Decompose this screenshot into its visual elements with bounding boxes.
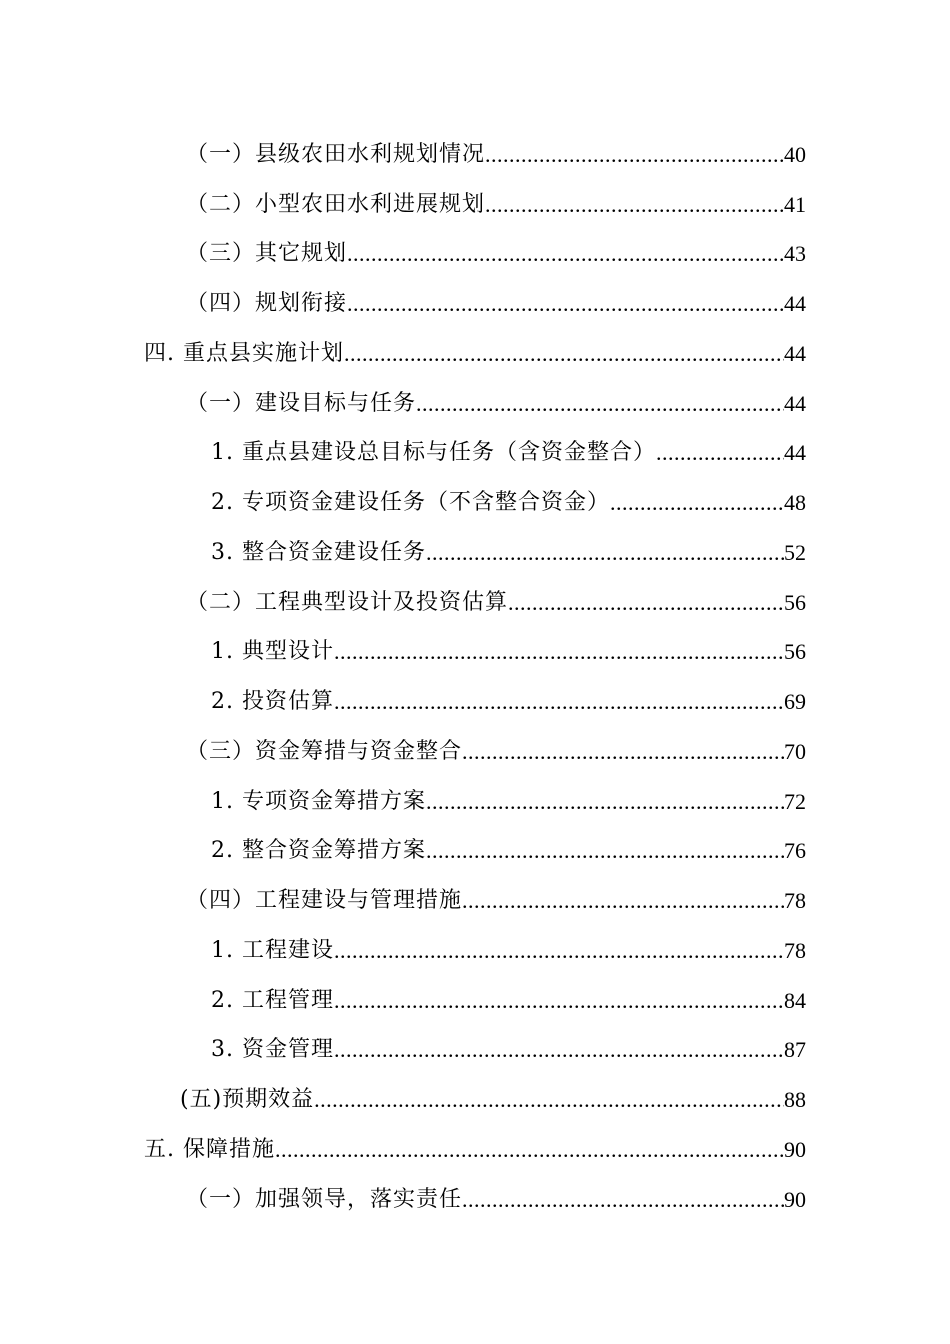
toc-entry-page: 44: [784, 291, 806, 317]
toc-entry-title: 五. 保障措施: [144, 1136, 275, 1162]
toc-entry[interactable]: [0, 180, 950, 230]
toc-entry-title: 3. 资金管理: [211, 1037, 334, 1063]
toc-entry[interactable]: [0, 677, 950, 727]
toc-entry-page: 48: [784, 490, 806, 516]
toc-entry-page: 69: [784, 689, 806, 715]
toc-entry-title: （二）小型农田水利进展规划: [186, 191, 486, 217]
toc-entry-page: 78: [784, 937, 806, 963]
toc-dot-leader: [347, 239, 784, 269]
toc-entry-page: 78: [784, 888, 806, 914]
toc-dot-leader: [426, 836, 784, 866]
toc-dot-leader: [462, 737, 784, 767]
toc-dot-leader: [347, 289, 784, 319]
toc-entry[interactable]: [0, 528, 950, 578]
toc-dot-leader: [426, 787, 784, 817]
toc-entry-page: 76: [784, 838, 806, 864]
toc-entry-page: 72: [784, 788, 806, 814]
toc-entry[interactable]: [0, 478, 950, 528]
toc-dot-leader: [314, 1085, 784, 1115]
toc-entry[interactable]: [0, 1026, 950, 1076]
toc-entry-page: 88: [784, 1087, 806, 1113]
toc-entry-page: 52: [784, 539, 806, 565]
toc-entry[interactable]: [0, 1125, 950, 1175]
toc-entry[interactable]: [0, 926, 950, 976]
toc-entry[interactable]: [0, 1175, 950, 1225]
toc-entry-title: 2. 整合资金筹措方案: [211, 838, 426, 864]
toc-entry-page: 84: [784, 987, 806, 1013]
toc-dot-leader: [462, 886, 784, 916]
toc-entry-title: 1. 重点县建设总目标与任务（含资金整合）: [211, 440, 656, 466]
toc-entry-page: 43: [784, 241, 806, 267]
toc-dot-leader: [334, 936, 784, 966]
toc-entry-page: 44: [784, 390, 806, 416]
toc-entry-title: 1. 专项资金筹措方案: [211, 788, 426, 814]
toc-entry-title: 3. 整合资金建设任务: [211, 539, 426, 565]
toc-entry-title: 1. 典型设计: [211, 639, 334, 665]
toc-entry[interactable]: [0, 628, 950, 678]
toc-dot-leader: [485, 190, 784, 220]
toc-entry-page: 56: [784, 589, 806, 615]
toc-entry[interactable]: [0, 976, 950, 1026]
toc-entry-title: 四. 重点县实施计划: [144, 340, 344, 366]
toc-entry[interactable]: [0, 777, 950, 827]
toc-dot-leader: [462, 1185, 784, 1215]
toc-entry[interactable]: [0, 379, 950, 429]
toc-dot-leader: [485, 140, 784, 170]
toc-dot-leader: [334, 637, 784, 667]
toc-entry-title: 2. 投资估算: [211, 689, 334, 715]
toc-entry-page: 90: [784, 1186, 806, 1212]
toc-dot-leader: [426, 538, 784, 568]
toc-entry-page: 44: [784, 340, 806, 366]
toc-dot-leader: [275, 1135, 784, 1165]
toc-entry-title: （三）资金筹措与资金整合: [186, 738, 463, 764]
toc-entry[interactable]: [0, 279, 950, 329]
toc-entry[interactable]: [0, 578, 950, 628]
toc-entry-page: 41: [784, 191, 806, 217]
toc-entry[interactable]: [0, 230, 950, 280]
table-of-contents: [0, 130, 950, 1225]
toc-entry-page: 40: [784, 141, 806, 167]
toc-entry[interactable]: [0, 876, 950, 926]
toc-dot-leader: [334, 986, 784, 1016]
toc-dot-leader: [334, 687, 784, 717]
toc-entry-title: （四）工程建设与管理措施: [186, 888, 463, 914]
toc-dot-leader: [610, 488, 784, 518]
toc-entry-title: 2. 专项资金建设任务（不含整合资金）: [211, 490, 610, 516]
toc-entry[interactable]: [0, 1075, 950, 1125]
toc-dot-leader: [416, 389, 784, 419]
toc-dot-leader: [508, 588, 784, 618]
toc-dot-leader: [344, 339, 784, 369]
toc-dot-leader: [656, 438, 784, 468]
toc-entry-title: （三）其它规划: [186, 241, 348, 267]
toc-entry-page: 44: [784, 440, 806, 466]
toc-entry-title: （一）建设目标与任务: [186, 390, 417, 416]
toc-entry-page: 90: [784, 1136, 806, 1162]
toc-entry-page: 87: [784, 1037, 806, 1063]
toc-entry-title: （二）工程典型设计及投资估算: [186, 589, 509, 615]
toc-entry-title: 2. 工程管理: [211, 987, 334, 1013]
toc-entry[interactable]: [0, 827, 950, 877]
toc-entry[interactable]: [0, 130, 950, 180]
toc-entry[interactable]: [0, 329, 950, 379]
toc-entry-title: （一）县级农田水利规划情况: [186, 141, 486, 167]
toc-entry-page: 70: [784, 738, 806, 764]
toc-entry-page: 56: [784, 639, 806, 665]
toc-entry-title: 1. 工程建设: [211, 937, 334, 963]
toc-entry-title: （一）加强领导，落实责任: [186, 1186, 463, 1212]
toc-entry-title: （四）规划衔接: [186, 291, 348, 317]
toc-entry-title: (五)预期效益: [180, 1087, 315, 1113]
toc-dot-leader: [334, 1035, 784, 1065]
toc-entry[interactable]: [0, 429, 950, 479]
toc-entry[interactable]: [0, 727, 950, 777]
